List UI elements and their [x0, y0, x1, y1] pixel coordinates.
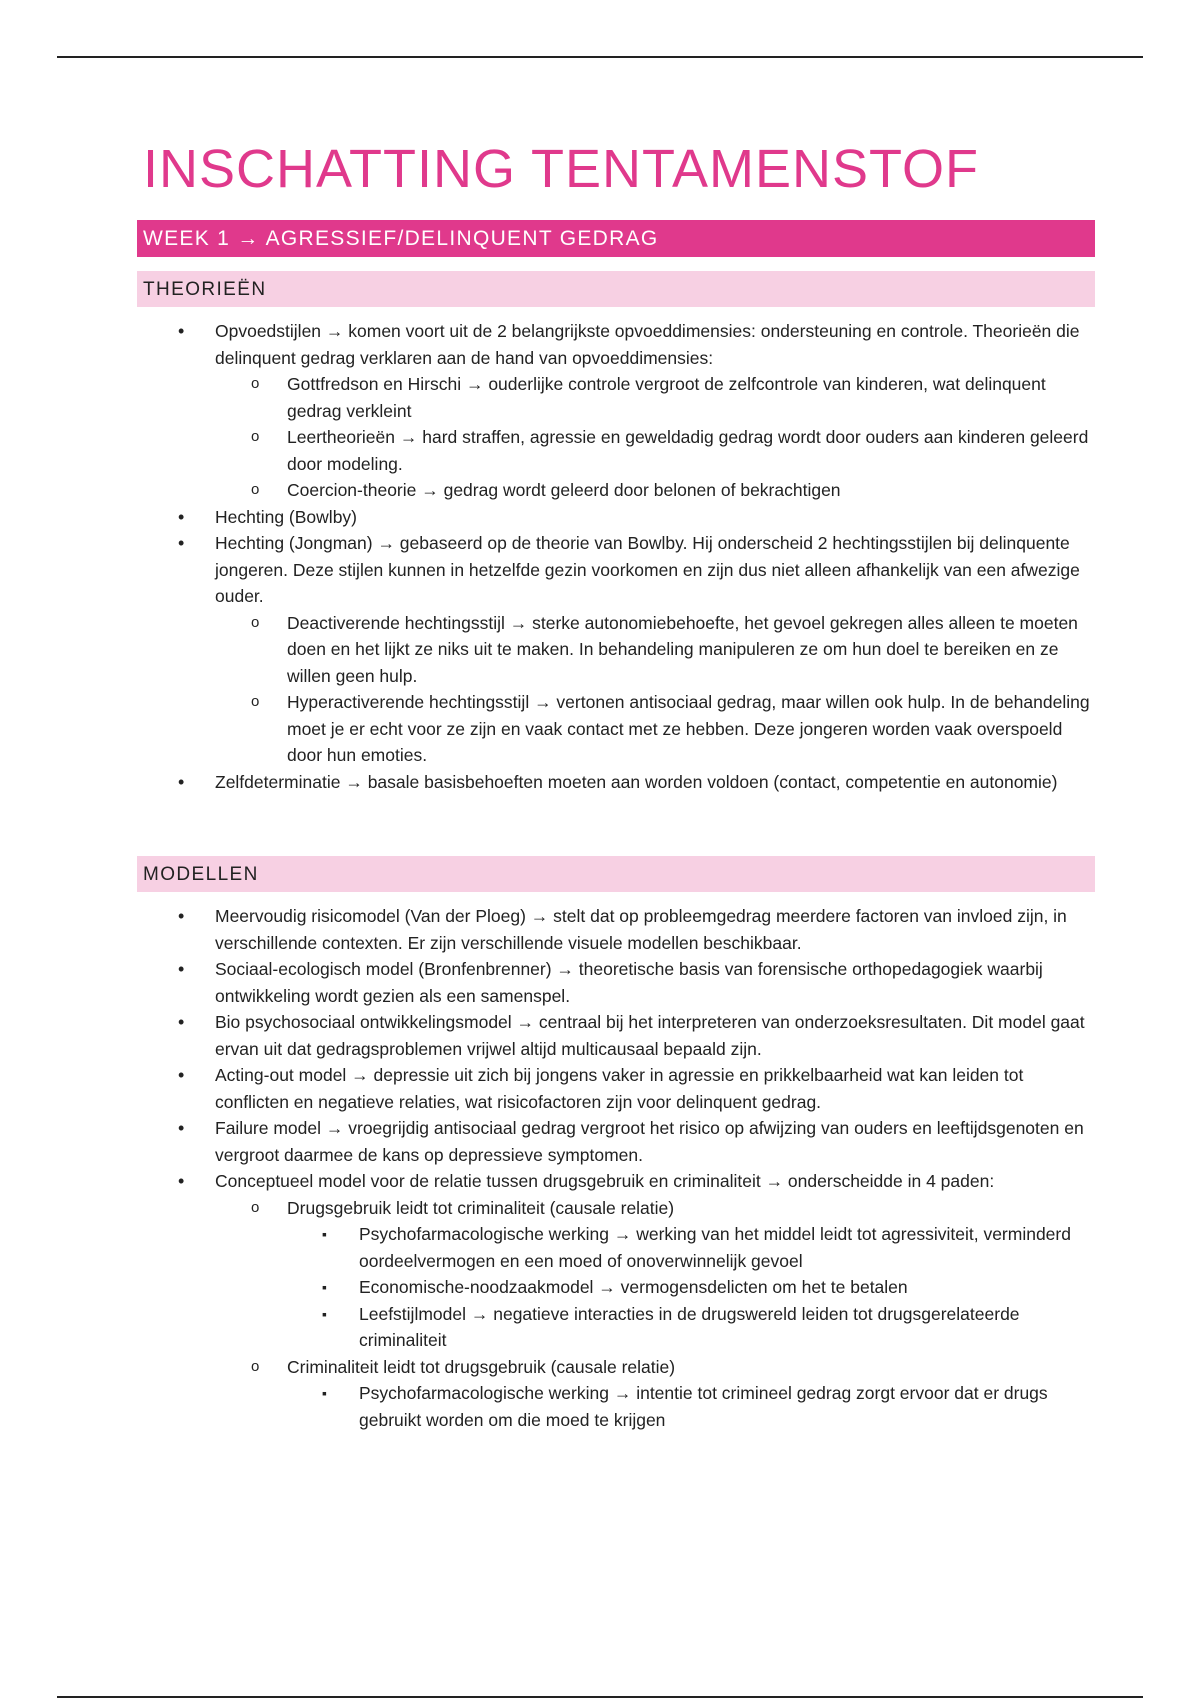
theorieen-list: [0, 318, 1200, 795]
section-heading-modellen: MODELLEN: [137, 856, 1095, 892]
list-item: [0, 956, 1200, 1009]
theorieen-content: [0, 318, 1200, 795]
list-item-text: Zelfdeterminatie → basale basisbehoeften moeten aan worden voldoen (contact, competentie en autonomie): [215, 771, 1058, 792]
sub-list-item: [215, 1354, 1090, 1434]
list-item-text: Acting-out model → depressie uit zich bij jongens vaker in agressie en prikkelbaarheid wat kan leiden tot conflicten en negatieve relaties, wat risicofactoren zijn voor delinquent gedrag.: [215, 1065, 1024, 1112]
sub-list-item: o Deactiverende hechtingsstijl → sterke autonomiebehoefte, het gevoel gekregen alles alleen te moeten doen en het lijkt ze niks uit te maken. In behandeling manipuleren ze om hun doel te bereiken en ze willen geen hulp.: [215, 610, 1090, 690]
list-item: [0, 903, 1200, 956]
list-item: [0, 1115, 1200, 1168]
section-heading-theorieen: THEORIEËN: [137, 271, 1095, 307]
sub-list: [0, 1195, 1090, 1434]
sub-sub-list-item: ▪ Psychofarmacologische werking → intentie tot crimineel gedrag zorgt ervoor dat er drugs gebruikt worden om die moed te krijgen: [287, 1380, 1090, 1433]
sub-sub-list: [287, 1221, 1090, 1354]
sub-list-item: o Coercion-theorie → gedrag wordt geleerd door belonen of bekrachtigen: [215, 477, 1090, 504]
sub-sub-list-item: ▪ Economische-noodzaakmodel → vermogensdelicten om het te betalen: [287, 1274, 1090, 1301]
sub-sub-list: [287, 1380, 1090, 1433]
sub-list: [0, 610, 1090, 769]
list-item-text: Opvoedstijlen → komen voort uit de 2 belangrijkste opvoeddimensies: ondersteuning en controle. Theorieën die delinquent gedrag verklaren aan de hand van opvoeddimensies:: [215, 321, 1080, 368]
bottom-rule: [57, 1696, 1143, 1698]
list-item-text: Bio psychosociaal ontwikkelingsmodel → centraal bij het interpreteren van onderzoeksresultaten. Dit model gaat ervan uit dat gedragsproblemen vrijwel altijd multicausaal bepaald zijn.: [215, 1012, 1085, 1059]
week-heading: WEEK 1 → AGRESSIEF/DELINQUENT GEDRAG: [137, 220, 1095, 257]
sub-list-item: o Leertheorieën → hard straffen, agressie en geweldadig gedrag wordt door ouders aan kinderen geleerd door modeling.: [215, 424, 1090, 477]
sub-sub-list-item: ▪ Leefstijlmodel → negatieve interacties in de drugswereld leiden tot drugsgerelateerde criminaliteit: [287, 1301, 1090, 1354]
page-title: INSCHATTING TENTAMENSTOF: [143, 139, 980, 199]
sub-sub-list-item: ▪ Psychofarmacologische werking → werking van het middel leidt tot agressiviteit, verminderd oordeelvermogen en een moed of onoverwinnelijk gevoel: [287, 1221, 1090, 1274]
list-item-text: Hechting (Jongman) → gebaseerd op de theorie van Bowlby. Hij onderscheid 2 hechtingsstijlen bij delinquente jongeren. Deze stijlen kunnen in hetzelfde gezin voorkomen en zijn dus niet alleen afhankelijk van een afwezige ouder.: [215, 533, 1080, 606]
list-item: [0, 318, 1200, 504]
list-item-text: Sociaal-ecologisch model (Bronfenbrenner) → theoretische basis van forensische orthopedagogiek waarbij ontwikkeling wordt gezien als een samenspel.: [215, 959, 1043, 1006]
sub-list-item-text: Drugsgebruik leidt tot criminaliteit (causale relatie): [287, 1197, 675, 1218]
list-item-text: Hechting (Bowlby): [215, 506, 357, 527]
list-item: [0, 769, 1200, 796]
modellen-list: [0, 903, 1200, 1433]
sub-list-item: o Hyperactiverende hechtingsstijl → vertonen antisociaal gedrag, maar willen ook hulp. In de behandeling moet je er echt voor ze zijn en vaak contact met ze hebben. Deze jongeren worden vaak overspoeld door hun emoties.: [215, 689, 1090, 769]
list-item: [0, 504, 1200, 531]
list-item: [0, 1062, 1200, 1115]
list-item-text: Failure model → vroegrijdig antisociaal gedrag vergroot het risico op afwijzing van ouders en leeftijdsgenoten en vergroot daarmee de kans op depressieve symptomen.: [215, 1118, 1084, 1165]
sub-list-item: [215, 1195, 1090, 1354]
list-item-text: Conceptueel model voor de relatie tussen drugsgebruik en criminaliteit → onderscheidde in 4 paden:: [215, 1171, 995, 1191]
top-rule: [57, 56, 1143, 58]
list-item-text: Meervoudig risicomodel (Van der Ploeg) → stelt dat op probleemgedrag meerdere factoren van invloed zijn, in verschillende contexten. Er zijn verschillende visuele modellen beschikbaar.: [215, 906, 1067, 953]
sub-list-item-text: Criminaliteit leidt tot drugsgebruik (causale relatie): [287, 1356, 676, 1377]
list-item: [0, 530, 1200, 769]
sub-list-item: o Gottfredson en Hirschi → ouderlijke controle vergroot de zelfcontrole van kinderen, wat delinquent gedrag verkleint: [215, 371, 1090, 424]
modellen-content: [0, 903, 1200, 1433]
sub-list: [0, 371, 1090, 504]
list-item: [0, 1009, 1200, 1062]
list-item: [0, 1168, 1200, 1433]
